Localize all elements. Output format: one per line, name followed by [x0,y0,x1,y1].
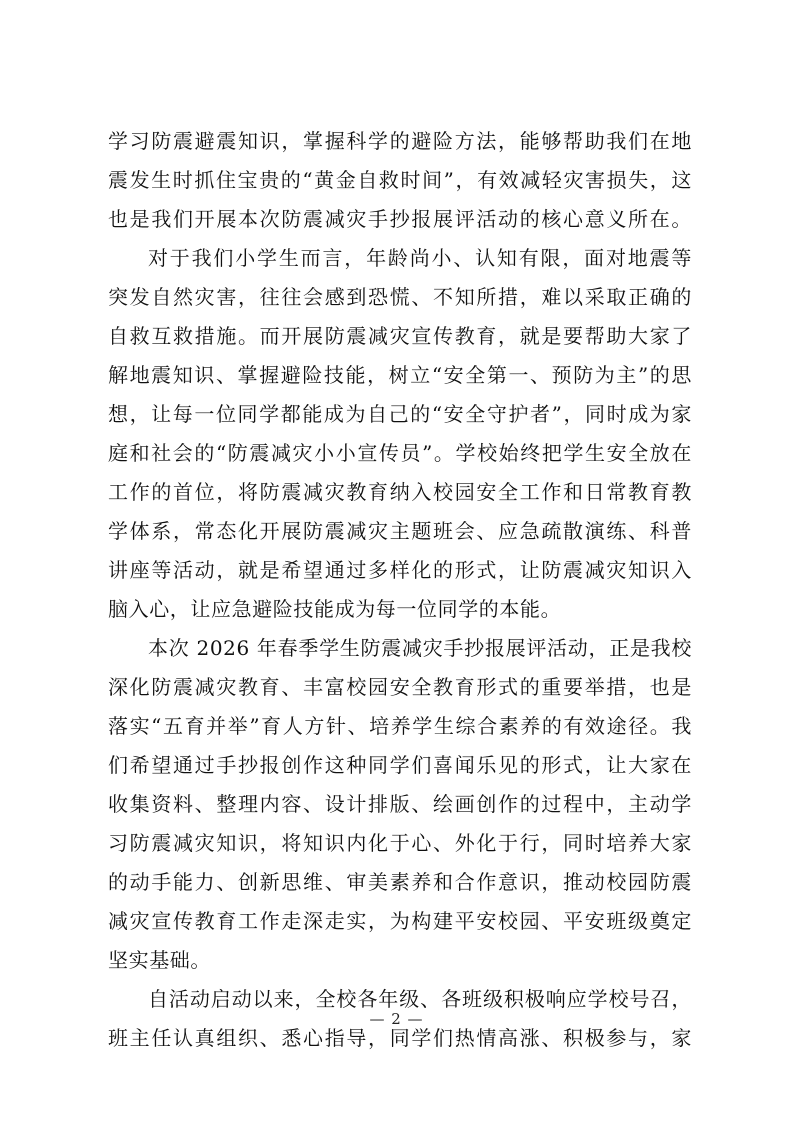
text-line: 坚实基础。 [108,948,211,972]
text-line: 班主任认真组织、悉心指导，同学们热情高涨、积极参与，家 [108,1026,692,1050]
text-line: 深化防震减灾教育、丰富校园安全教育形式的重要举措，也是 [108,675,692,699]
text-line: 们希望通过手抄报创作这种同学们喜闻乐见的形式，让大家在 [108,753,692,777]
text-line: 讲座等活动，就是希望通过多样化的形式，让防震减灾知识入 [108,558,692,582]
text-line: 本次 2026 年春季学生防震减灾手抄报展评活动，正是我校 [148,636,692,660]
text-line: 想，让每一位同学都能成为自己的“安全守护者”，同时成为家 [108,402,692,426]
text-line: 学体系，常态化开展防震减灾主题班会、应急疏散演练、科普 [108,519,692,543]
text-line: 脑入心，让应急避险技能成为每一位同学的本能。 [108,597,562,621]
text-line: 工作的首位，将防震减灾教育纳入校园安全工作和日常教育教 [108,480,692,504]
text-line: 庭和社会的“防震减灾小小宣传员”。学校始终把学生安全放在 [108,441,692,465]
text-line: 对于我们小学生而言，年龄尚小、认知有限，面对地震等 [148,246,692,270]
text-line: 减灾宣传教育工作走深走实，为构建平安校园、平安班级奠定 [108,909,692,933]
text-line: 落实“五育并举”育人方针、培养学生综合素养的有效途径。我 [108,714,692,738]
text-line: 自活动启动以来，全校各年级、各班级积极响应学校号召， [148,987,692,1011]
body-text [108,122,692,1058]
text-line: 解地震知识、掌握避险技能，树立“安全第一、预防为主”的思 [108,363,692,387]
text-line: 自救互救措施。而开展防震减灾宣传教育，就是要帮助大家了 [108,324,692,348]
text-line: 收集资料、整理内容、设计排版、绘画创作的过程中，主动学 [108,792,692,816]
text-line: 突发自然灾害，往往会感到恐慌、不知所措，难以采取正确的 [108,285,692,309]
page-number: — 2 — [369,1010,424,1028]
text-line: 震发生时抓住宝贵的“黄金自救时间”，有效减轻灾害损失，这 [108,168,692,192]
text-line: 习防震减灾知识，将知识内化于心、外化于行，同时培养大家 [108,831,692,855]
text-line: 学习防震避震知识，掌握科学的避险方法，能够帮助我们在地 [108,129,692,153]
text-line: 也是我们开展本次防震减灾手抄报展评活动的核心意义所在。 [108,207,692,231]
text-line: 的动手能力、创新思维、审美素养和合作意识，推动校园防震 [108,870,692,894]
